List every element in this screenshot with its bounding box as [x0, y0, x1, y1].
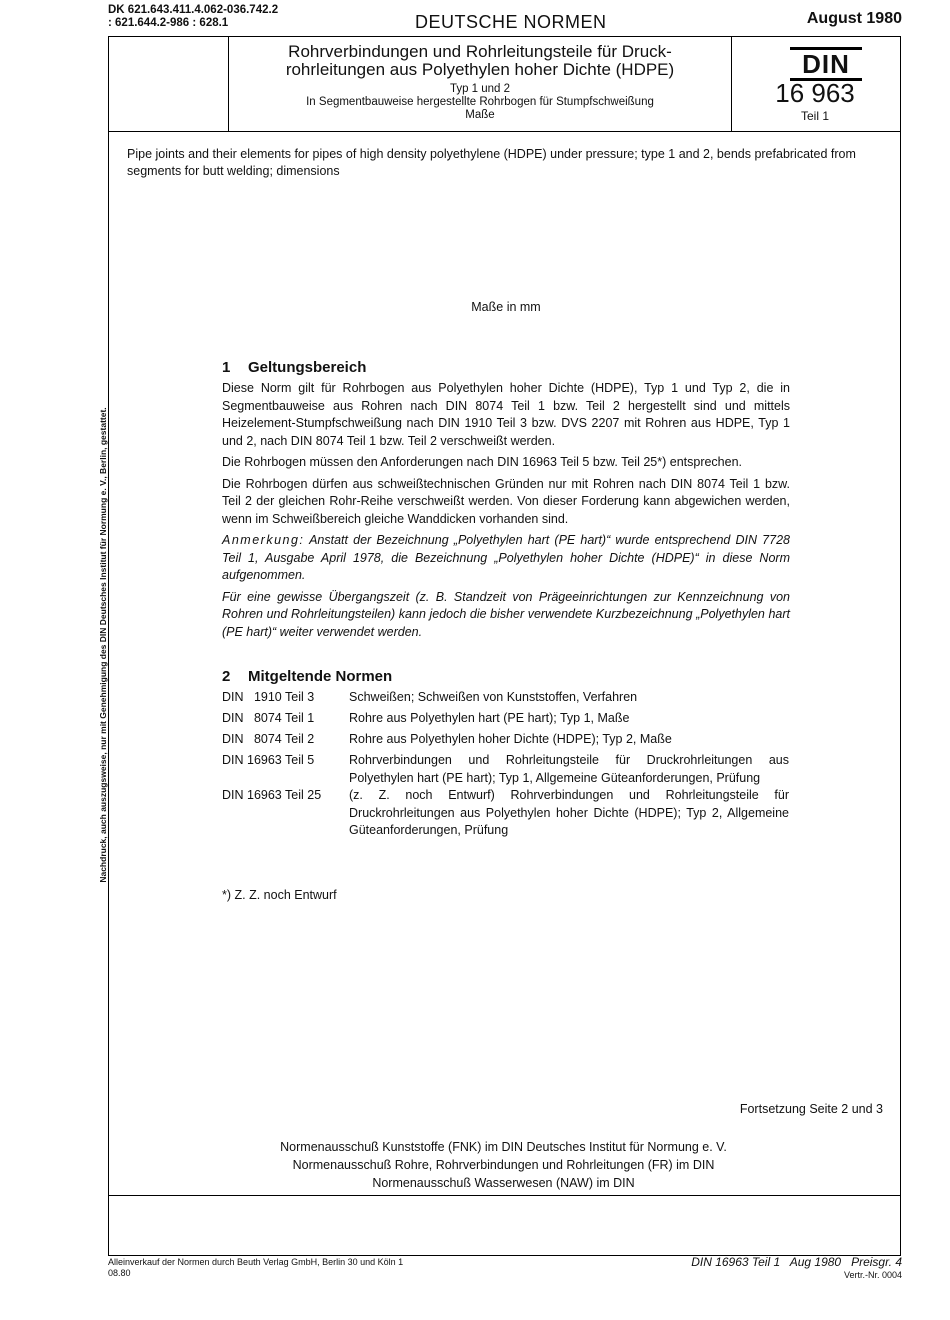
section-2-heading: 2 Mitgeltende Normen	[222, 668, 393, 685]
note-continued: Für eine gewisse Übergangszeit (z. B. Standzeit von Prägeeinrichtungen zur Kennzeichnung von Rohren und Rohrleitungsteilen) kann jedoch die bisher verwendete Kurzbezeichnung „Polyethylen hart (PE hart)“ weiter verwendet werden.	[222, 589, 790, 639]
title-block	[108, 36, 901, 132]
footnote: *) Z. Z. noch Entwurf	[222, 888, 337, 902]
issue-date: August 1980	[806, 10, 902, 27]
units-note: Maße in mm	[471, 300, 541, 314]
standard-number: 16 963	[775, 78, 855, 108]
note: Anmerkung: Anstatt der Bezeichnung „Polyethylen hart (PE hart)“ wurde entsprechend DIN 7728 Teil 1, Ausgabe April 1978, die Bezeichnung „Polyethylen hoher Dichte (HDPE)“ in diese Norm aufgenommen.	[222, 533, 790, 582]
footer-publisher: Alleinverkauf der Normen durch Beuth Verlag GmbH, Berlin 30 und Köln 1 08.80	[108, 1257, 404, 1278]
reprint-notice: Nachdruck, auch auszugsweise, nur mit Genehmigung des DIN Deutsches Institut für Normung e. V., Berlin, gestattet.	[98, 407, 108, 883]
section-1-body	[222, 380, 790, 645]
paragraph: Die Rohrbogen müssen den Anforderungen nach DIN 16963 Teil 5 bzw. Teil 25*) entsprechen.	[222, 455, 743, 469]
section-1-heading: 1 Geltungsbereich	[222, 359, 367, 376]
paragraph: Diese Norm gilt für Rohrbogen aus Polyethylen hoher Dichte (HDPE), Typ 1 und Typ 2, die in Segmentbauweise aus Rohren nach DIN 8074 Teil 1 bzw. Teil 2 hergestellt sind und mittels Heizelement-Stumpfschweißung nach DIN 1910 Teil 3 bzw. DVS 2207 mit Rohren aus HDPE, Typ 1 und 2, nach DIN 8074 Teil 1 bzw. Teil 2 verschweißt werden.	[222, 381, 790, 448]
din-logo: DIN	[790, 47, 862, 81]
footer-vertr: Vertr.-Nr. 0004	[843, 1270, 902, 1280]
standard-part: Teil 1	[800, 109, 829, 123]
series-label: DEUTSCHE NORMEN	[415, 12, 607, 32]
footer-reference: DIN 16963 Teil 1 Aug 1980 Preisgr. 4	[691, 1255, 902, 1269]
document-subtitle: Typ 1 und 2 In Segmentbauweise hergestellte Rohrbogen für Stumpfschweißung Maße	[306, 83, 654, 121]
continuation-note: Fortsetzung Seite 2 und 3	[739, 1102, 883, 1116]
committees: Normenausschuß Kunststoffe (FNK) im DIN Deutsches Institut für Normung e. V. Normenausschuß Rohre, Rohrverbindungen und Rohrleitungen (FR) im DIN Normenausschuß Wasserwesen (NAW) im DIN	[280, 1140, 727, 1190]
dk-classification-line2: : 621.644.2-986 : 628.1	[108, 17, 229, 29]
english-title: Pipe joints and their elements for pipes of high density polyethylene (HDPE) under pressure; type 1 and 2, bends prefabricated from segments for butt welding; dimensions	[127, 147, 856, 178]
document-title: Rohrverbindungen und Rohrleitungsteile für Druck- rohrleitungen aus Polyethylen hoher Dichte (HDPE)	[285, 42, 675, 79]
footer-divider	[109, 1195, 900, 1196]
title-divider-right	[731, 37, 732, 131]
dk-classification-line1: DK 621.643.411.4.062-036.742.2	[108, 4, 279, 16]
paragraph: Die Rohrbogen dürfen aus schweißtechnischen Gründen nur mit Rohren nach DIN 8074 Teil 1 bzw. Teil 2 der gleichen Rohr-Reihe verschweißt werden. Von dieser Forderung kann abgewichen werden, wenn im Schweißbereich gleiche Wanddicken vorhanden sind.	[222, 476, 790, 526]
